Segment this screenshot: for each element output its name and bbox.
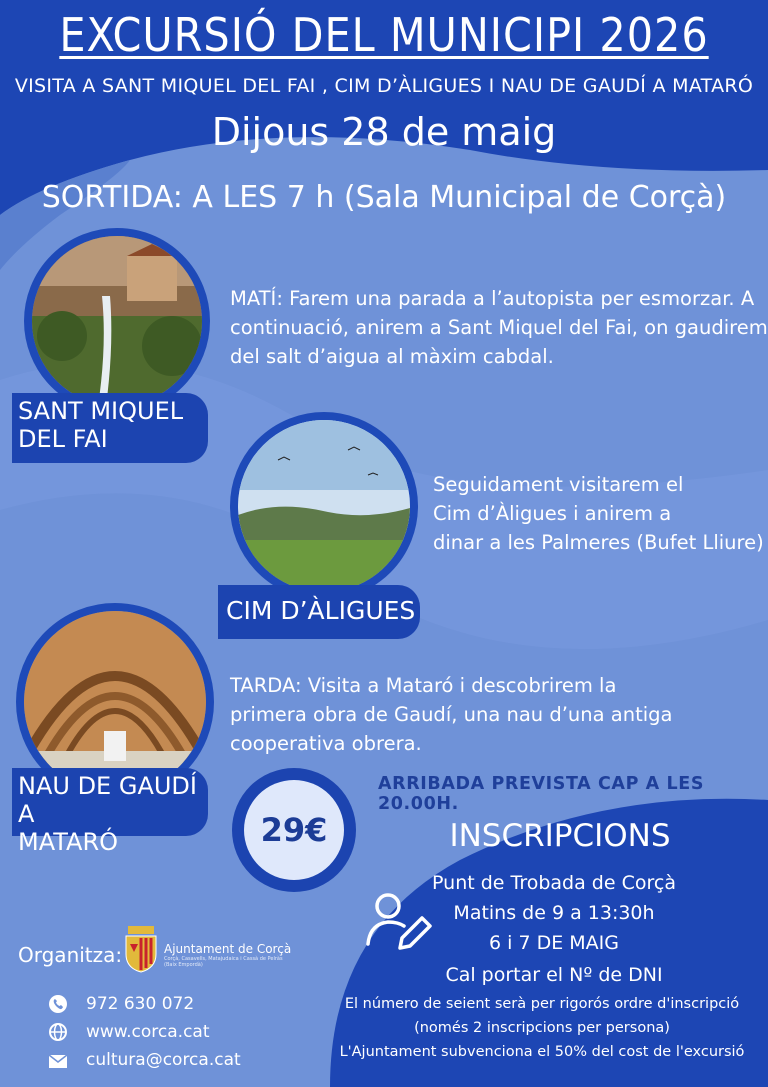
inscripcions-details [430,868,678,990]
cim-aligues-photo [230,412,418,600]
text-line: Seguidament visitarem el [433,473,684,496]
user-edit-icon [362,886,434,962]
event-date: Dijous 28 de maig [211,110,557,154]
corca-logo [122,924,160,978]
text-line: Cim d’Àligues i anirem a [433,502,672,525]
text-line: MATÍ: Farem una parada a l’autopista per esmorzar. A [230,287,755,310]
text-line: dinar a les Palmeres (Bufet Lliure) [433,531,764,554]
stop-label-line: MATARÓ [18,828,119,856]
inscripcions-notes [332,992,752,1064]
stop-label-nau-gaudi [12,768,208,856]
mail-icon [48,1051,68,1075]
price-badge [232,768,356,892]
stop-label-line: CIM D’ÀLIGUES [226,596,416,625]
stop-label-line: SANT MIQUEL [18,397,184,425]
inscripcions-title: INSCRIPCIONS [449,818,671,854]
text-line: continuació, anirem a Sant Miquel del Fai, on gaudirem [230,316,768,339]
inscripcions-line: Cal portar el Nº de DNI [445,964,663,986]
note-line: (només 2 inscripcions per persona) [414,1020,670,1036]
inscripcions-line: Matins de 9 a 13:30h [453,902,655,924]
text-line: TARDA: Visita a Mataró i descobrirem la [230,674,617,697]
stop-label-line: NAU DE GAUDÍ A [18,772,197,828]
org-name-block [164,942,291,968]
org-sub: (Baix Empordà) [164,962,203,968]
stop-label-sant-miquel [12,393,208,463]
inscripcions-line: Punt de Trobada de Corçà [432,872,676,894]
arrival-time: ARRIBADA PREVISTA CAP A LES 20.00H. [378,774,705,814]
stop-label-cim-aligues [218,585,420,639]
stop-text-cim-aligues [433,470,764,557]
text-line: cooperativa obrera. [230,732,422,755]
text-line: primera obra de Gaudí, una nau d’una antiga [230,703,673,726]
website-link[interactable]: www.corca.cat [86,1022,210,1042]
phone-number: 972 630 072 [86,994,195,1014]
email-link[interactable]: cultura@corca.cat [86,1050,241,1070]
note-line: El número de seient serà per rigorós ordre d'inscripció [344,996,740,1012]
note-line: L'Ajuntament subvenciona el 50% del cost de l'excursió [339,1044,745,1060]
sant-miquel-photo [24,228,210,414]
org-sub: Corçà, Casavells, Matajudaica i Cassà de Pelràs [164,956,283,962]
departure-info: SORTIDA: A LES 7 h (Sala Municipal de Corçà) [41,180,727,215]
page-title: EXCURSIÓ DEL MUNICIPI 2026 [59,8,709,62]
stop-label-line: DEL FAI [18,425,108,453]
price-value: 29€ [244,780,344,880]
organitza-label: Organitza: [18,943,123,967]
phone-icon [48,994,68,1018]
stop-text-sant-miquel [230,284,768,371]
globe-icon [48,1022,68,1046]
text-line: del salt d’aigua al màxim cabdal. [230,345,554,368]
subtitle: VISITA A SANT MIQUEL DEL FAI , CIM D’ÀLIGUES I NAU DE GAUDÍ A MATARÓ [14,75,754,97]
stop-text-nau-gaudi [230,671,673,758]
org-name: Ajuntament de Corçà [164,942,292,956]
inscripcions-line: 6 i 7 DE MAIG [489,932,619,954]
